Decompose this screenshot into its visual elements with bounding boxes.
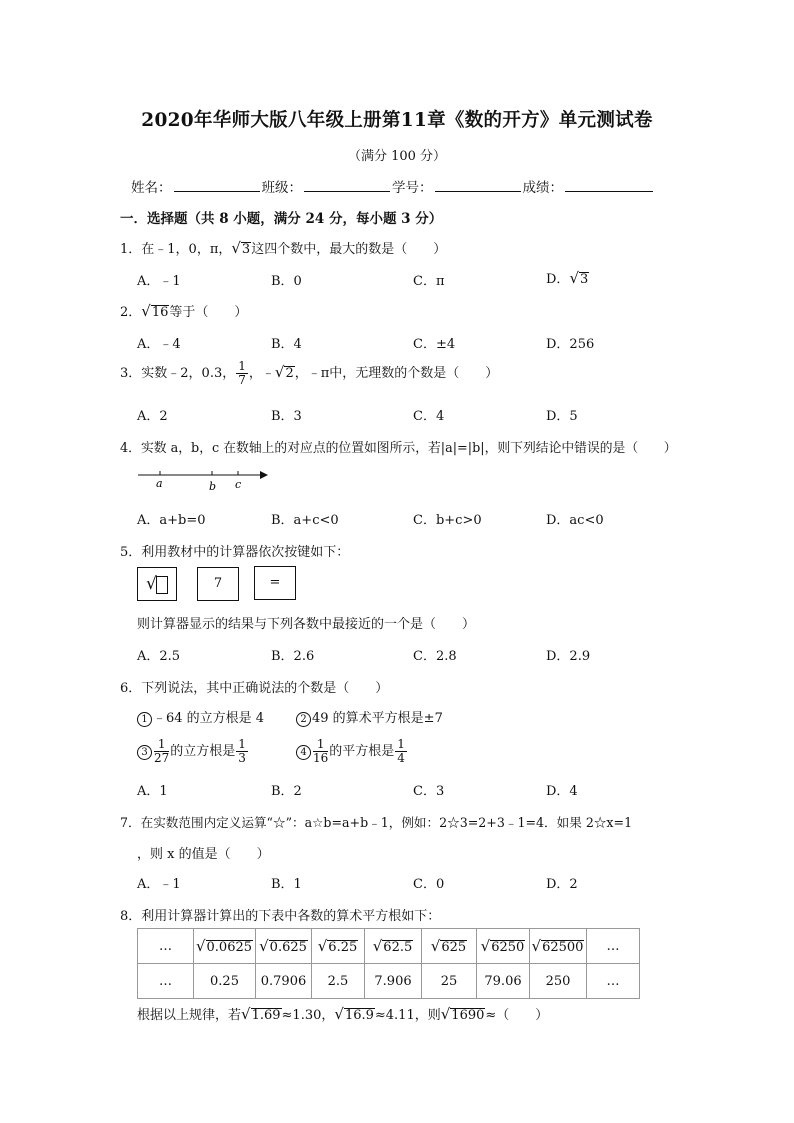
q1-radicand: 3 bbox=[241, 242, 251, 257]
sqrt-icon: √ bbox=[146, 574, 157, 594]
radicand: 6250 bbox=[491, 940, 525, 955]
sqrt-icon: √ bbox=[440, 1005, 451, 1023]
table-cell: 7.906 bbox=[365, 964, 422, 999]
sqrt-table bbox=[137, 928, 640, 999]
table-cell bbox=[194, 929, 256, 964]
table-cell: … bbox=[587, 964, 640, 999]
fraction bbox=[236, 738, 248, 765]
denominator: 7 bbox=[238, 373, 246, 387]
q6-statement-4 bbox=[296, 738, 408, 765]
q6-option-a[interactable]: A．1 bbox=[137, 784, 168, 799]
arrow-icon bbox=[260, 471, 268, 479]
circle-number: 3 bbox=[137, 745, 152, 760]
q5-option-d[interactable]: D．2.9 bbox=[546, 649, 591, 664]
name-blank[interactable] bbox=[174, 179, 260, 192]
q5-option-c[interactable]: C．2.8 bbox=[413, 649, 457, 664]
q1-option-b[interactable]: B．0 bbox=[271, 274, 302, 289]
table-cell bbox=[530, 929, 587, 964]
q3-option-a[interactable]: A．2 bbox=[137, 409, 168, 424]
label-b: b bbox=[209, 480, 217, 493]
q2-option-a[interactable]: A．﹣4 bbox=[137, 337, 181, 352]
sqrt-icon: √ bbox=[259, 937, 269, 955]
q3-option-d[interactable]: D．5 bbox=[546, 409, 578, 424]
q3-option-b[interactable]: B．3 bbox=[271, 409, 302, 424]
question-1 bbox=[120, 238, 446, 257]
statement-text: 49 的算术平方根是±7 bbox=[312, 711, 443, 726]
q6-statement-2 bbox=[296, 707, 443, 727]
q1-d-radicand: 3 bbox=[580, 272, 589, 287]
radicand: 625 bbox=[441, 940, 467, 955]
label-a: a bbox=[156, 477, 163, 490]
sqrt-icon: √ bbox=[430, 937, 441, 955]
followup-text: ≈1.30， bbox=[281, 1008, 335, 1023]
radicand: 6.25 bbox=[328, 940, 358, 955]
box-icon bbox=[156, 576, 168, 594]
id-blank[interactable] bbox=[435, 179, 521, 192]
table-cell: 0.7906 bbox=[256, 964, 312, 999]
section-heading: 一．选择题（共 8 小题，满分 24 分，每小题 3 分） bbox=[120, 211, 443, 227]
table-cell bbox=[477, 929, 530, 964]
radicand: 62.5 bbox=[383, 940, 413, 955]
seven-key[interactable]: 7 bbox=[197, 567, 239, 601]
circle-number: 4 bbox=[296, 745, 311, 760]
sqrt-icon: √ bbox=[231, 239, 241, 257]
statement-text: ﹣64 的立方根是 4 bbox=[153, 711, 265, 726]
class-label: 班级： bbox=[261, 180, 302, 196]
denominator: 27 bbox=[154, 751, 170, 765]
equals-key[interactable]: = bbox=[254, 566, 296, 600]
q1-option-a[interactable]: A．﹣1 bbox=[137, 274, 181, 289]
q2-option-d[interactable]: D．256 bbox=[546, 337, 595, 352]
table-row bbox=[138, 929, 640, 964]
sqrt-icon: √ bbox=[274, 363, 285, 381]
sqrt-icon: √ bbox=[317, 937, 328, 955]
fraction bbox=[154, 738, 169, 765]
table-cell: 25 bbox=[422, 964, 477, 999]
q7-option-d[interactable]: D．2 bbox=[546, 877, 578, 892]
q8-followup bbox=[137, 1004, 548, 1023]
q6-option-b[interactable]: B．2 bbox=[271, 784, 302, 799]
radicand: 16.9 bbox=[344, 1008, 374, 1023]
q1-text-end: 这四个数中，最大的数是（ ） bbox=[251, 242, 447, 257]
sqrt-icon: √ bbox=[372, 937, 383, 955]
radicand: 1.69 bbox=[251, 1008, 281, 1023]
table-cell bbox=[422, 929, 477, 964]
table-row bbox=[138, 964, 640, 999]
sqrt-icon: √ bbox=[480, 937, 491, 955]
number-line-figure bbox=[132, 464, 272, 494]
page-title: 2020年华师大版八年级上册第11章《数的开方》单元测试卷 bbox=[141, 110, 653, 131]
radicand: 0.0625 bbox=[206, 940, 253, 955]
student-info bbox=[131, 176, 655, 196]
q3-option-c[interactable]: C．4 bbox=[413, 409, 445, 424]
table-cell bbox=[365, 929, 422, 964]
table-cell: 0.25 bbox=[194, 964, 256, 999]
table-cell: … bbox=[138, 964, 194, 999]
q2-option-b[interactable]: B．4 bbox=[271, 337, 302, 352]
q2-number: 2． bbox=[120, 305, 142, 320]
table-cell bbox=[256, 929, 312, 964]
radicand: 62500 bbox=[542, 940, 584, 955]
q6-option-c[interactable]: C．3 bbox=[413, 784, 445, 799]
q7-option-a[interactable]: A．﹣1 bbox=[137, 877, 181, 892]
q6-statement-1 bbox=[137, 707, 264, 727]
sqrt-icon: √ bbox=[141, 302, 151, 320]
followup-text: ≈4.11，则 bbox=[374, 1008, 441, 1023]
class-blank[interactable] bbox=[304, 179, 390, 192]
q1-option-c[interactable]: C．π bbox=[413, 274, 445, 289]
numerator: 1 bbox=[238, 737, 246, 751]
denominator: 4 bbox=[397, 751, 405, 765]
q7-option-c[interactable]: C．0 bbox=[413, 877, 445, 892]
statement-text: 的平方根是 bbox=[329, 744, 395, 759]
id-label: 学号： bbox=[392, 180, 433, 196]
score-blank[interactable] bbox=[565, 179, 653, 192]
question-7-cont: ，则 x 的值是（ ） bbox=[137, 847, 270, 862]
sqrt-icon: √ bbox=[569, 269, 579, 287]
question-3 bbox=[120, 360, 498, 387]
sqrt-icon: √ bbox=[531, 937, 542, 955]
sqrt-icon: √ bbox=[195, 937, 206, 955]
q3-radicand: 2 bbox=[285, 366, 294, 381]
question-7: 7．在实数范围内定义运算“☆”：a☆b=a+b﹣1，例如：2☆3=2+3﹣1=4．如果 2☆x=1 bbox=[120, 815, 633, 830]
q2-option-c[interactable]: C．±4 bbox=[413, 337, 456, 352]
q5-option-b[interactable]: B．2.6 bbox=[271, 649, 315, 664]
question-5: 5．利用教材中的计算器依次按键如下： bbox=[120, 545, 350, 560]
table-cell bbox=[312, 929, 365, 964]
q3-text-mid: ，﹣ bbox=[248, 366, 275, 381]
table-cell: 250 bbox=[530, 964, 587, 999]
sqrt-icon: √ bbox=[241, 1005, 251, 1023]
label-c: c bbox=[235, 478, 242, 491]
numerator: 1 bbox=[238, 359, 246, 373]
question-6: 6．下列说法，其中正确说法的个数是（ ） bbox=[120, 681, 389, 696]
question-4: 4．实数 a，b，c 在数轴上的对应点的位置如图所示，若|a|=|b|，则下列结论中错误的是（ ） bbox=[120, 441, 677, 456]
q2-text-end: 等于（ ） bbox=[169, 305, 248, 320]
q5-text2: 则计算器显示的结果与下列各数中最接近的一个是（ ） bbox=[137, 617, 476, 632]
table-cell: … bbox=[138, 929, 194, 964]
numerator: 1 bbox=[313, 738, 328, 752]
radicand: 0.625 bbox=[269, 940, 307, 955]
question-8: 8．利用计算器计算出的下表中各数的算术平方根如下： bbox=[120, 909, 441, 924]
circle-number: 1 bbox=[137, 712, 152, 727]
numerator: 1 bbox=[154, 738, 169, 752]
table-cell: 2.5 bbox=[312, 964, 365, 999]
sqrt-key[interactable] bbox=[137, 567, 177, 601]
q4-option-c[interactable]: C．b+c>0 bbox=[413, 513, 482, 528]
numerator: 1 bbox=[397, 737, 405, 751]
q6-statement-3 bbox=[137, 738, 249, 765]
q3-text: 3．实数﹣2，0.3， bbox=[120, 366, 236, 381]
followup-text: ≈（ ） bbox=[485, 1008, 549, 1023]
q2-radicand: 16 bbox=[151, 305, 169, 320]
q1-d-label: D． bbox=[546, 272, 570, 287]
radicand: 1690 bbox=[451, 1008, 485, 1023]
q1-text: 1．在﹣1，0，π， bbox=[120, 242, 232, 257]
score-label: 成绩： bbox=[522, 180, 563, 196]
circle-number: 2 bbox=[296, 712, 311, 727]
denominator: 3 bbox=[238, 751, 246, 765]
q1-option-d[interactable] bbox=[546, 268, 589, 287]
q4-option-d[interactable]: D．ac<0 bbox=[546, 513, 604, 528]
q3-text-end: ，﹣π中，无理数的个数是（ ） bbox=[294, 366, 499, 381]
q4-option-b[interactable]: B．a+c<0 bbox=[271, 513, 339, 528]
q6-option-d[interactable]: D．4 bbox=[546, 784, 578, 799]
q5-option-a[interactable]: A．2.5 bbox=[137, 649, 181, 664]
denominator: 16 bbox=[313, 751, 329, 765]
sqrt-icon: √ bbox=[334, 1005, 344, 1023]
table-cell: 79.06 bbox=[477, 964, 530, 999]
name-label: 姓名： bbox=[131, 180, 172, 196]
page-subtitle: （满分 100 分） bbox=[347, 149, 447, 164]
q7-option-b[interactable]: B．1 bbox=[271, 877, 302, 892]
q4-option-a[interactable]: A．a+b=0 bbox=[137, 513, 206, 528]
followup-text: 根据以上规律，若 bbox=[137, 1008, 242, 1023]
table-cell: … bbox=[587, 929, 640, 964]
fraction bbox=[313, 738, 328, 765]
statement-text: 的立方根是 bbox=[170, 744, 236, 759]
fraction bbox=[395, 738, 407, 765]
question-2 bbox=[120, 301, 247, 320]
fraction bbox=[236, 360, 248, 387]
